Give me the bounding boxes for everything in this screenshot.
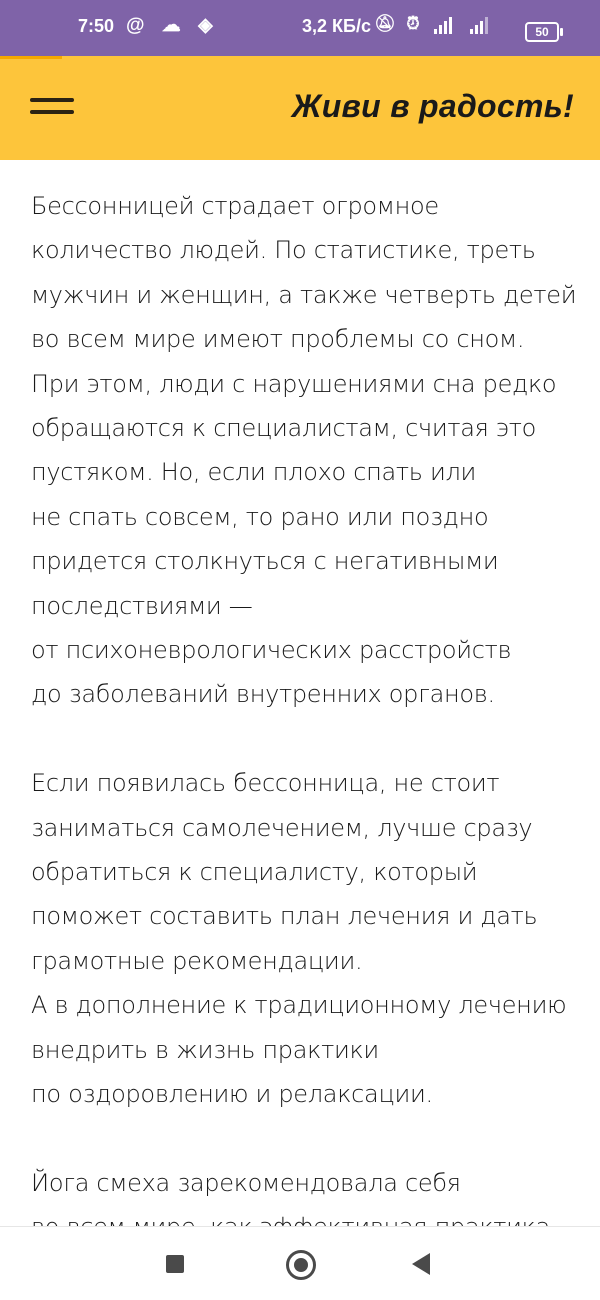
mute-icon: 🔕︎: [374, 14, 399, 33]
battery-icon: 50: [525, 22, 559, 42]
text-line: придется столкнуться с негативными: [31, 547, 499, 576]
text-line: по оздоровлению и релаксации.: [31, 1080, 433, 1109]
signal-icon: [430, 16, 458, 34]
text-line: не спать совсем, то рано или поздно: [31, 502, 489, 531]
article-paragraph: [31, 761, 579, 1116]
recent-apps-icon[interactable]: [166, 1255, 184, 1273]
text-line: пустяком. Но, если плохо спать или: [31, 458, 477, 487]
status-time: 7:50: [78, 16, 115, 36]
hamburger-menu-icon[interactable]: [28, 94, 76, 122]
text-line: последствиями —: [31, 591, 253, 620]
text-line: Йога смеха зарекомендовала себя: [31, 1168, 461, 1197]
text-line: от психоневрологических расстройств: [31, 636, 512, 665]
text-line: во всем мире имеют проблемы со сном.: [31, 325, 525, 354]
text-line: грамотные рекомендации.: [31, 946, 363, 975]
text-line: мужчин и женщин, а также четверть детей: [31, 280, 577, 309]
text-line: поможет составить план лечения и дать: [31, 902, 538, 931]
notification-icons: @ ☁ ◈: [126, 15, 219, 36]
text-line: Если появилась бессонница, не стоит: [31, 769, 500, 798]
text-line: внедрить в жизнь практики: [31, 1035, 379, 1064]
text-line: А в дополнение к традиционному лечению: [31, 991, 567, 1020]
home-icon[interactable]: [286, 1250, 316, 1280]
text-line: до заболеваний внутренних органов.: [31, 680, 495, 709]
status-bar: [0, 0, 600, 56]
back-icon[interactable]: [412, 1253, 430, 1275]
brand-title: Живи в радость!: [291, 88, 574, 124]
text-line: количество людей. По статистике, треть: [31, 236, 536, 265]
navigation-bar: [0, 1226, 600, 1300]
text-line: обращаются к специалистам, считая это: [31, 414, 537, 443]
alarm-icon: ⏰︎: [406, 14, 423, 33]
network-speed: 3,2 КБ/с: [302, 16, 371, 36]
system-icons: [374, 14, 494, 34]
article-body: [31, 184, 579, 1224]
article-paragraph: [31, 184, 579, 717]
text-line: При этом, люди с нарушениями сна редко: [31, 369, 557, 398]
text-line: заниматься самолечением, лучше сразу: [31, 813, 533, 842]
text-line: Бессонницей страдает огромное: [31, 192, 439, 220]
app-header: [0, 56, 600, 160]
header-accent: [0, 56, 62, 59]
volte-signal-icon: [466, 16, 494, 34]
text-line: обратиться к специалисту, который: [31, 858, 478, 887]
